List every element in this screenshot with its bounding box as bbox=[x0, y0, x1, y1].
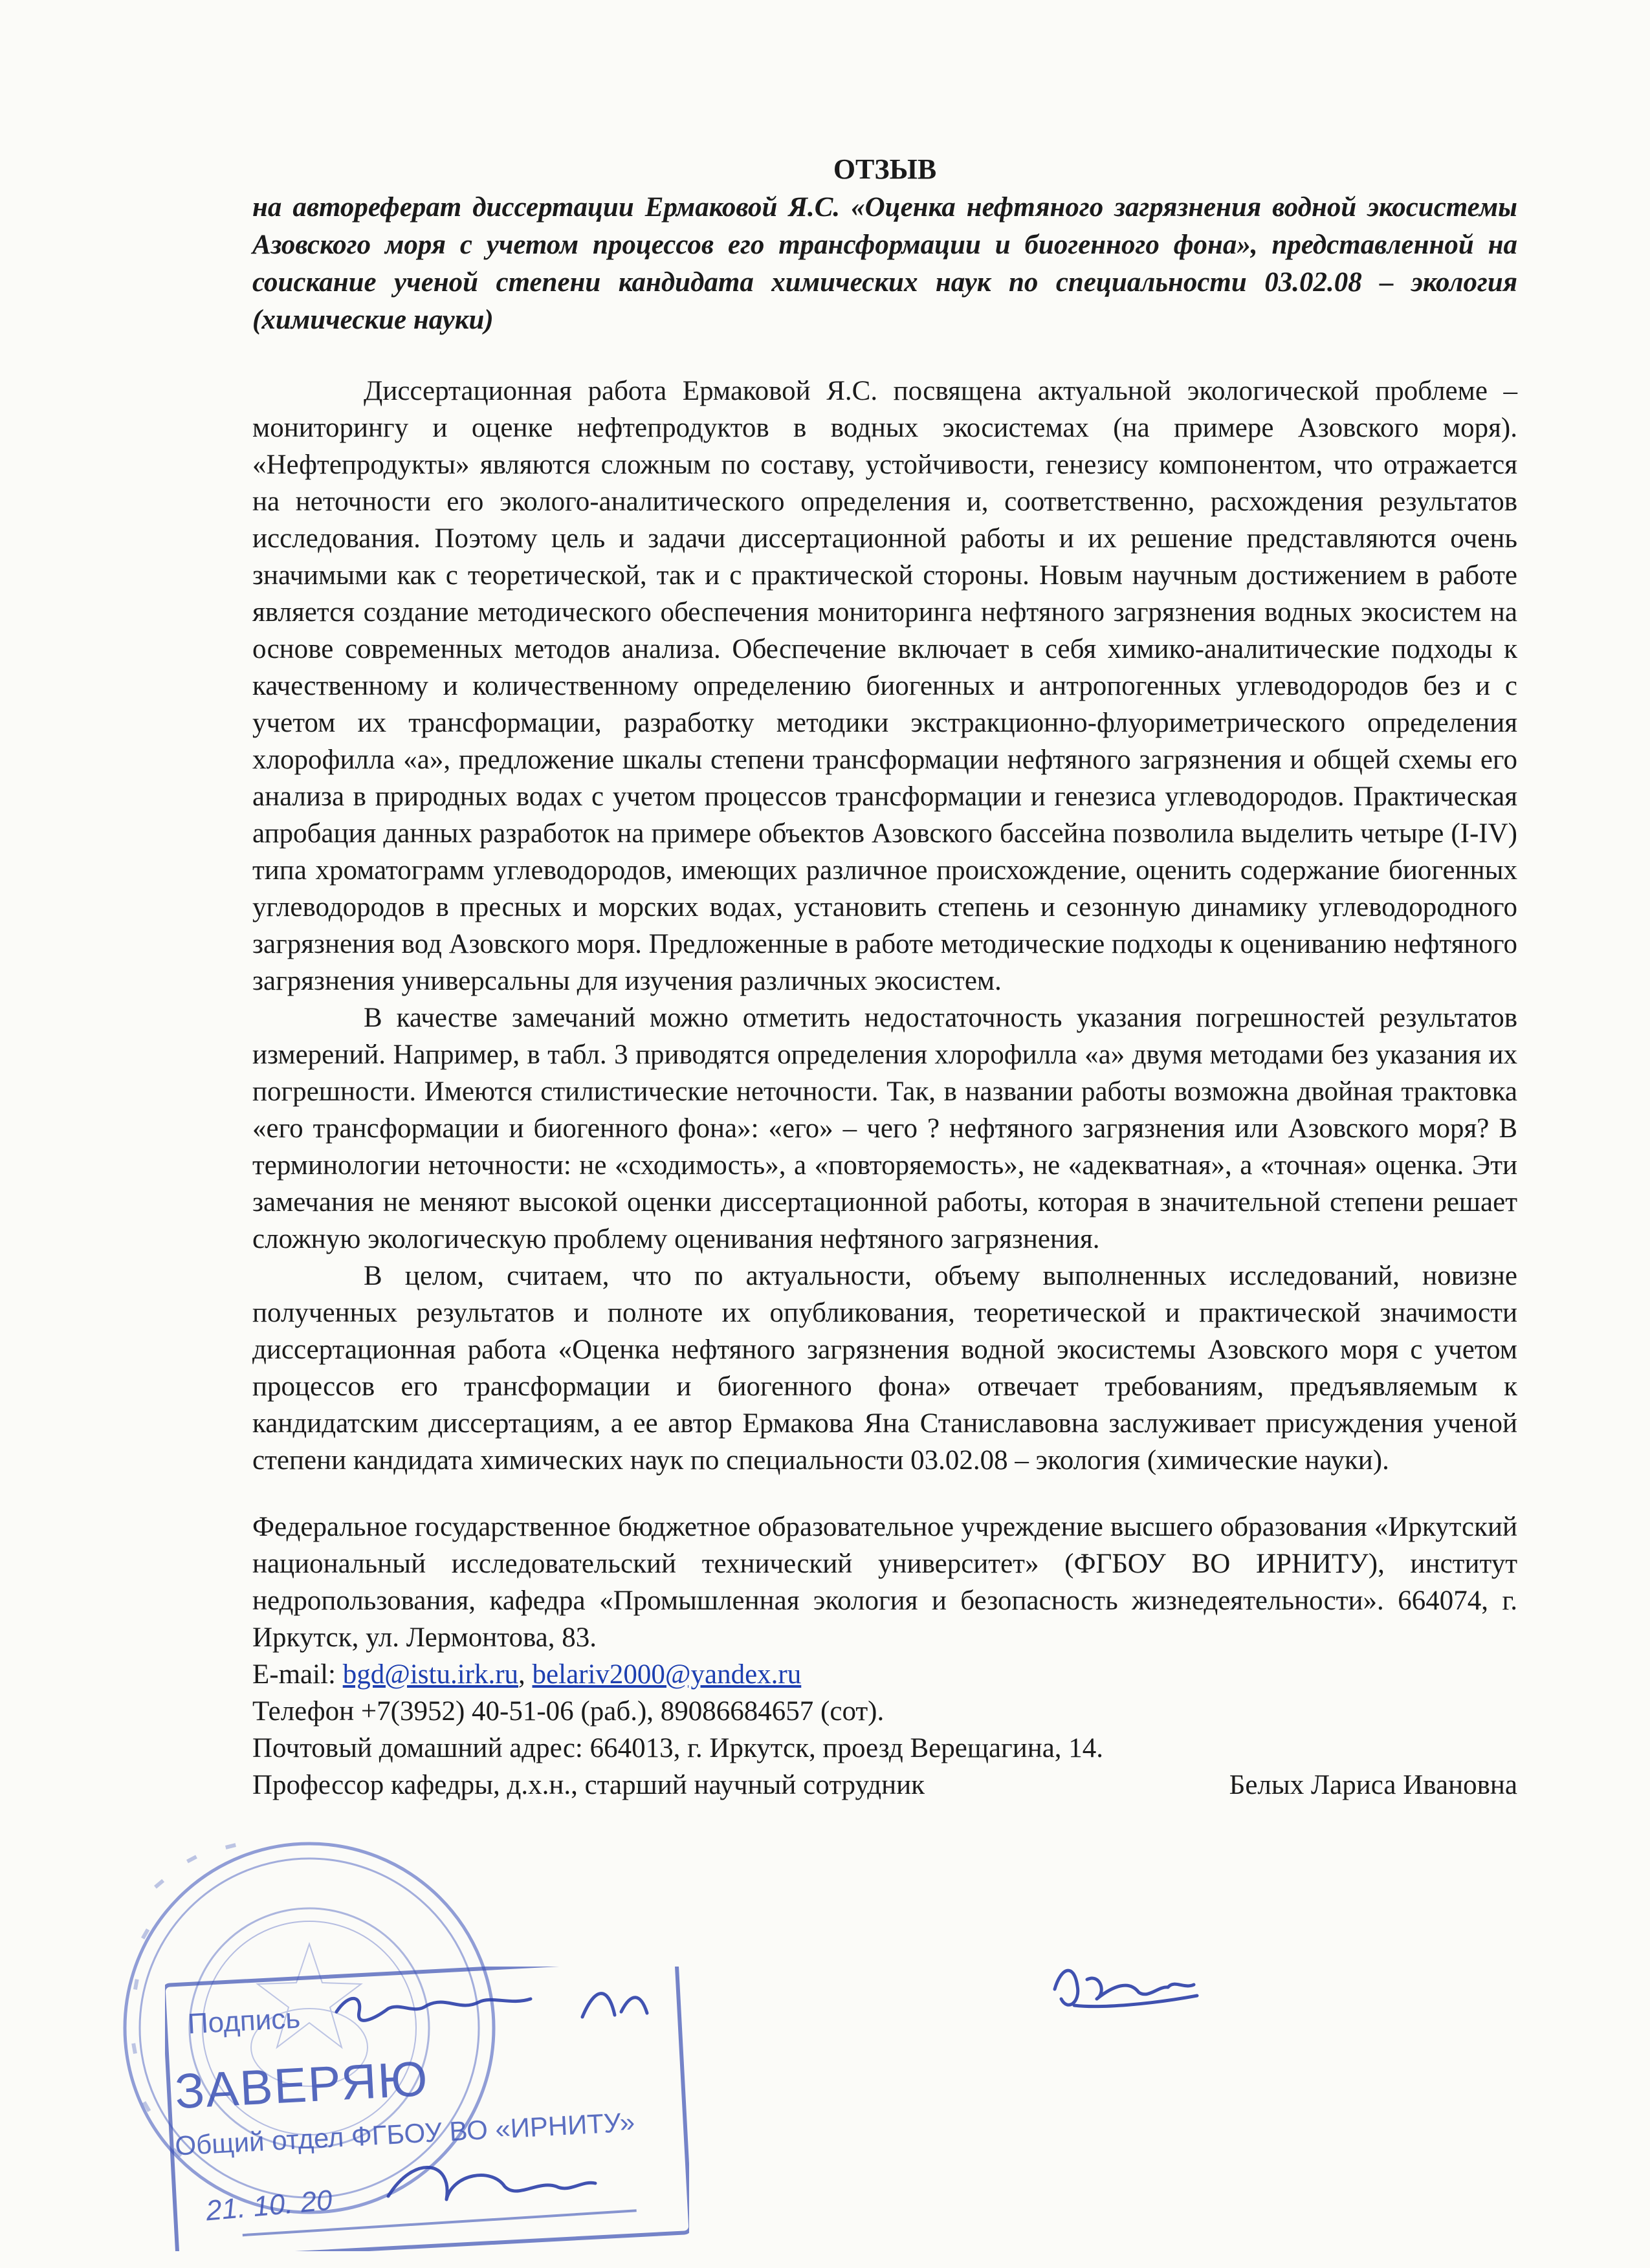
signer-position: Профессор кафедры, д.х.н., старший научный сотрудник bbox=[252, 1770, 925, 1800]
address-line: Почтовый домашний адрес: 664013, г. Иркутск, проезд Верещагина, 14. bbox=[252, 1733, 1104, 1763]
stamp-podpis-label: Подпись bbox=[186, 2002, 302, 2040]
paragraph-remarks: В качестве замечаний можно отметить недостаточность указания погрешностей результатов измерений. Например, в табл. 3 приводятся определения хлорофилла «а» двумя методами без указания их погрешности. Имеются стилистические неточности. Так, в названии работы возможна двойная трактовка «его трансформации и биогенного фона»: «его» – чего ? нефтяного загрязнения или Азовского моря? В терминологии неточности: не «сходимость», а «повторяемость», не «адекватная», а «точная» оценка. Эти замечания не меняют высокой оценки диссертационной работы, которая в значительной степени решает сложную экологическую проблему оценивания нефтяного загрязнения. bbox=[252, 1003, 1517, 1254]
email-separator: , bbox=[518, 1659, 525, 1690]
email-label: E-mail: bbox=[252, 1659, 336, 1690]
document-title: ОТЗЫВ bbox=[833, 153, 937, 185]
review-body bbox=[252, 373, 1517, 1479]
signature-line bbox=[252, 1767, 1517, 1804]
email-link-1[interactable]: bgd@istu.irk.ru bbox=[342, 1659, 519, 1690]
signer-name: Белых Лариса Ивановна bbox=[1229, 1770, 1517, 1800]
document-subtitle: на автореферат диссертации Ермаковой Я.С. «Оценка нефтяного загрязнения водной экосистемы Азовского моря с учетом процессов его трансформации и биогенного фона», представленной на соискание ученой степени кандидата химических наук по специальности 03.02.08 – экология (химические науки) bbox=[252, 192, 1517, 335]
stamp-department: Общий отдел ФГБОУ ВО «ИРНИТУ» bbox=[174, 2106, 636, 2161]
email-link-2[interactable]: belariv2000@yandex.ru bbox=[532, 1659, 802, 1690]
paragraph-conclusion: В целом, считаем, что по актуальности, объему выполненных исследований, новизне полученных результатов и полноте их опубликования, теоретической и практической значимости диссертационная работа «Оценка нефтяного загрязнения водной экосистемы Азовского моря с учетом процессов его трансформации и биогенного фона» отвечает требованиям, предъявляемым к кандидатским диссертациям, а ее автор Ермакова Яна Станиславовна заслуживает присуждения ученой степени кандидата химических наук по специальности 03.02.08 – экология (химические науки). bbox=[252, 1261, 1517, 1476]
stamp-zaveryayu: ЗАВЕРЯЮ bbox=[173, 2051, 430, 2120]
paragraph-relevance: Диссертационная работа Ермаковой Я.С. посвящена актуальной экологической проблеме – мониторингу и оценке нефтепродуктов в водных экосистемах (на примере Азовского моря). «Нефтепродукты» являются сложным по составу, устойчивости, генезису компонентом, что отражается на неточности его эколого-аналитического определения и, соответственно, расхождения результатов исследования. Поэтому цель и задачи диссертационной работы и их решение представляются очень значимыми как с теоретической, так и с практической стороны. Новым научным достижением в работе является создание методического обеспечения мониторинга нефтяного загрязнения водных экосистем на основе современных методов анализа. Обеспечение включает в себя химико-аналитические подходы к качественному и количественному определению биогенных и антропогенных углеводородов без и с учетом их трансформации, разработку методики экстракционно-флуориметрического определения хлорофилла «а», предложение шкалы степени трансформации нефтяного загрязнения и общей схемы его анализа в природных водах с учетом процессов трансформации и генезиса углеводородов. Практическая апробация данных разработок на примере объектов Азовского бассейна позволила выделить четыре (I-IV) типа хроматограмм углеводородов, имеющих различное происхождение, оценить содержание биогенных углеводородов в пресных и морских водах, установить степень и сезонную динамику углеводородного загрязнения вод Азовского моря. Предложенные в работе методические подходы к оцениванию нефтяного загрязнения универсальны для изучения различных экосистем. bbox=[252, 376, 1517, 996]
stamp-date: 21. 10. 20 bbox=[204, 2184, 334, 2227]
organization-info: Федеральное государственное бюджетное образовательное учреждение высшего образования «Иркутский национальный исследовательский технический университет» (ФГБОУ ВО ИРНИТУ), институт недропользования, кафедра «Промышленная экология и безопасность жизнедеятельности». 664074, г. Иркутск, ул. Лермонтова, 83. bbox=[252, 1512, 1517, 1653]
email-line bbox=[252, 1656, 1517, 1693]
phone-line: Телефон +7(3952) 40-51-06 (раб.), 89086684657 (сот). bbox=[252, 1696, 885, 1727]
review-page bbox=[252, 153, 1517, 1804]
handwritten-signature bbox=[925, 1767, 1061, 1804]
